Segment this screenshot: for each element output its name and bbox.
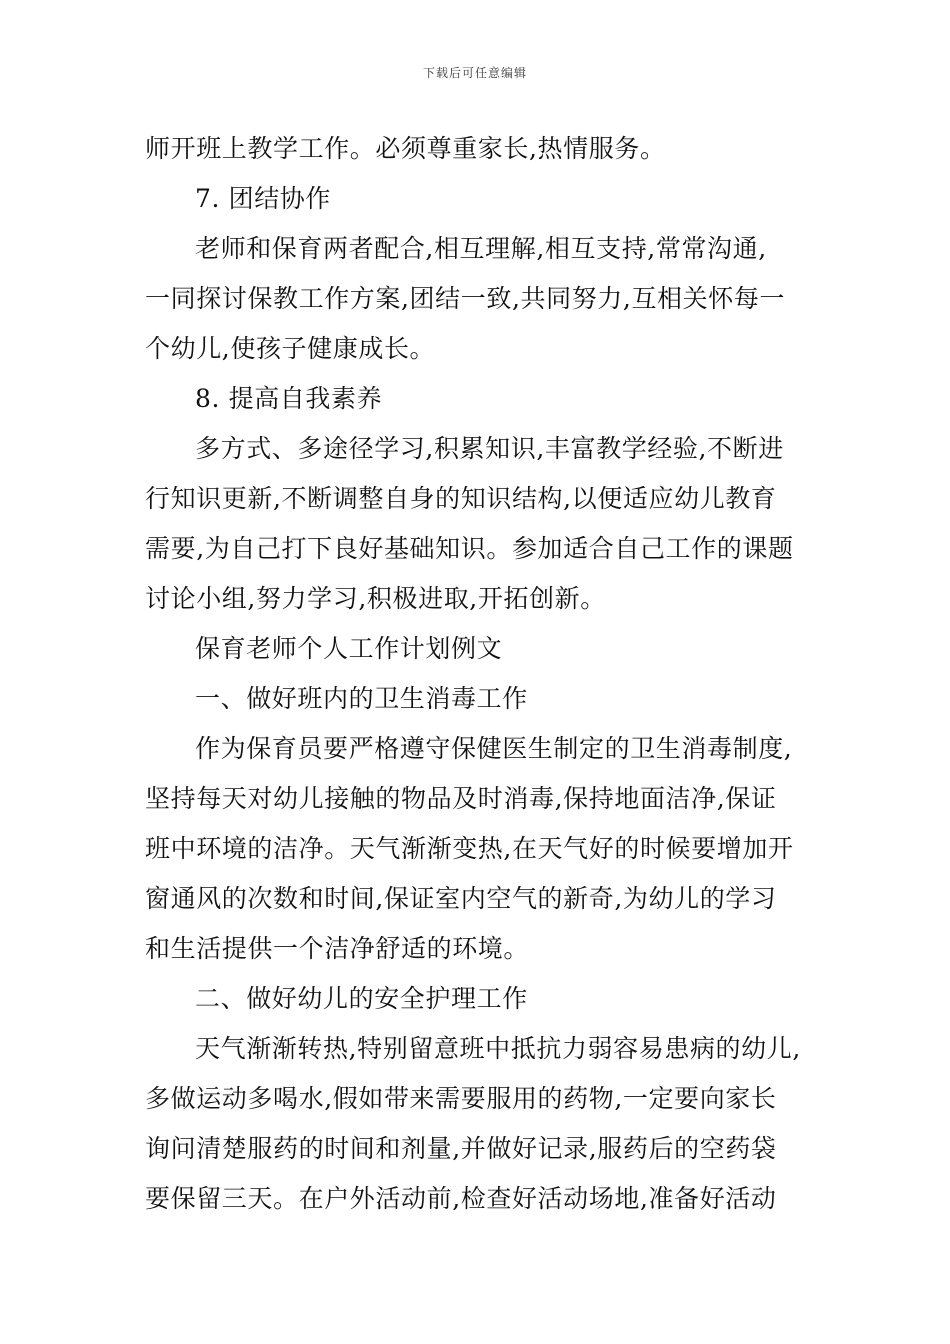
- text-line: 保育老师个人工作计划例文: [195, 634, 503, 663]
- header-note: 下载后可任意编辑: [422, 66, 527, 80]
- text-line: 讨论小组,努力学习,积极进取,开拓创新。: [145, 584, 606, 613]
- text-line: 窗通风的次数和时间,保证室内空气的新奇,为幼儿的学习: [145, 884, 777, 913]
- text-line: 作为保育员要严格遵守保健医生制定的卫生消毒制度,: [195, 734, 793, 763]
- text-line: 师开班上教学工作。必须尊重家长,热情服务。: [145, 134, 666, 163]
- document-body: [145, 124, 813, 1224]
- text-line: 天气渐渐转热,特别留意班中抵抗力弱容易患病的幼儿,: [195, 1034, 801, 1063]
- text-line: 询问清楚服药的时间和剂量,并做好记录,服药后的空药袋: [145, 1134, 777, 1163]
- text-line: 7. 团结协作: [195, 184, 331, 213]
- text-line: 8. 提高自我素养: [195, 384, 383, 413]
- text-line: 多做运动多喝水,假如带来需要服用的药物,一定要向家长: [145, 1084, 777, 1113]
- text-line: 个幼儿,使孩子健康成长。: [145, 334, 436, 363]
- text-line: 多方式、多途径学习,积累知识,丰富教学经验,不断进: [195, 434, 784, 463]
- text-line: 坚持每天对幼儿接触的物品及时消毒,保持地面洁净,保证: [145, 784, 777, 813]
- text-line: 需要,为自己打下良好基础知识。参加适合自己工作的课题: [145, 534, 794, 563]
- text-line: 老师和保育两者配合,相互理解,相互支持,常常沟通,: [195, 234, 767, 263]
- text-line: 和生活提供一个洁净舒适的环境。: [145, 934, 530, 963]
- text-line: 一、做好班内的卫生消毒工作: [195, 684, 528, 713]
- text-line: 一同探讨保教工作方案,团结一致,共同努力,互相关怀每一: [145, 284, 786, 313]
- text-line: 行知识更新,不断调整自身的知识结构,以便适应幼儿教育: [145, 484, 777, 513]
- text-line: 要保留三天。在户外活动前,检查好活动场地,准备好活动: [145, 1184, 777, 1213]
- text-line: 班中环境的洁净。天气渐渐变热,在天气好的时候要增加开: [145, 834, 794, 863]
- text-line: 二、做好幼儿的安全护理工作: [195, 984, 528, 1013]
